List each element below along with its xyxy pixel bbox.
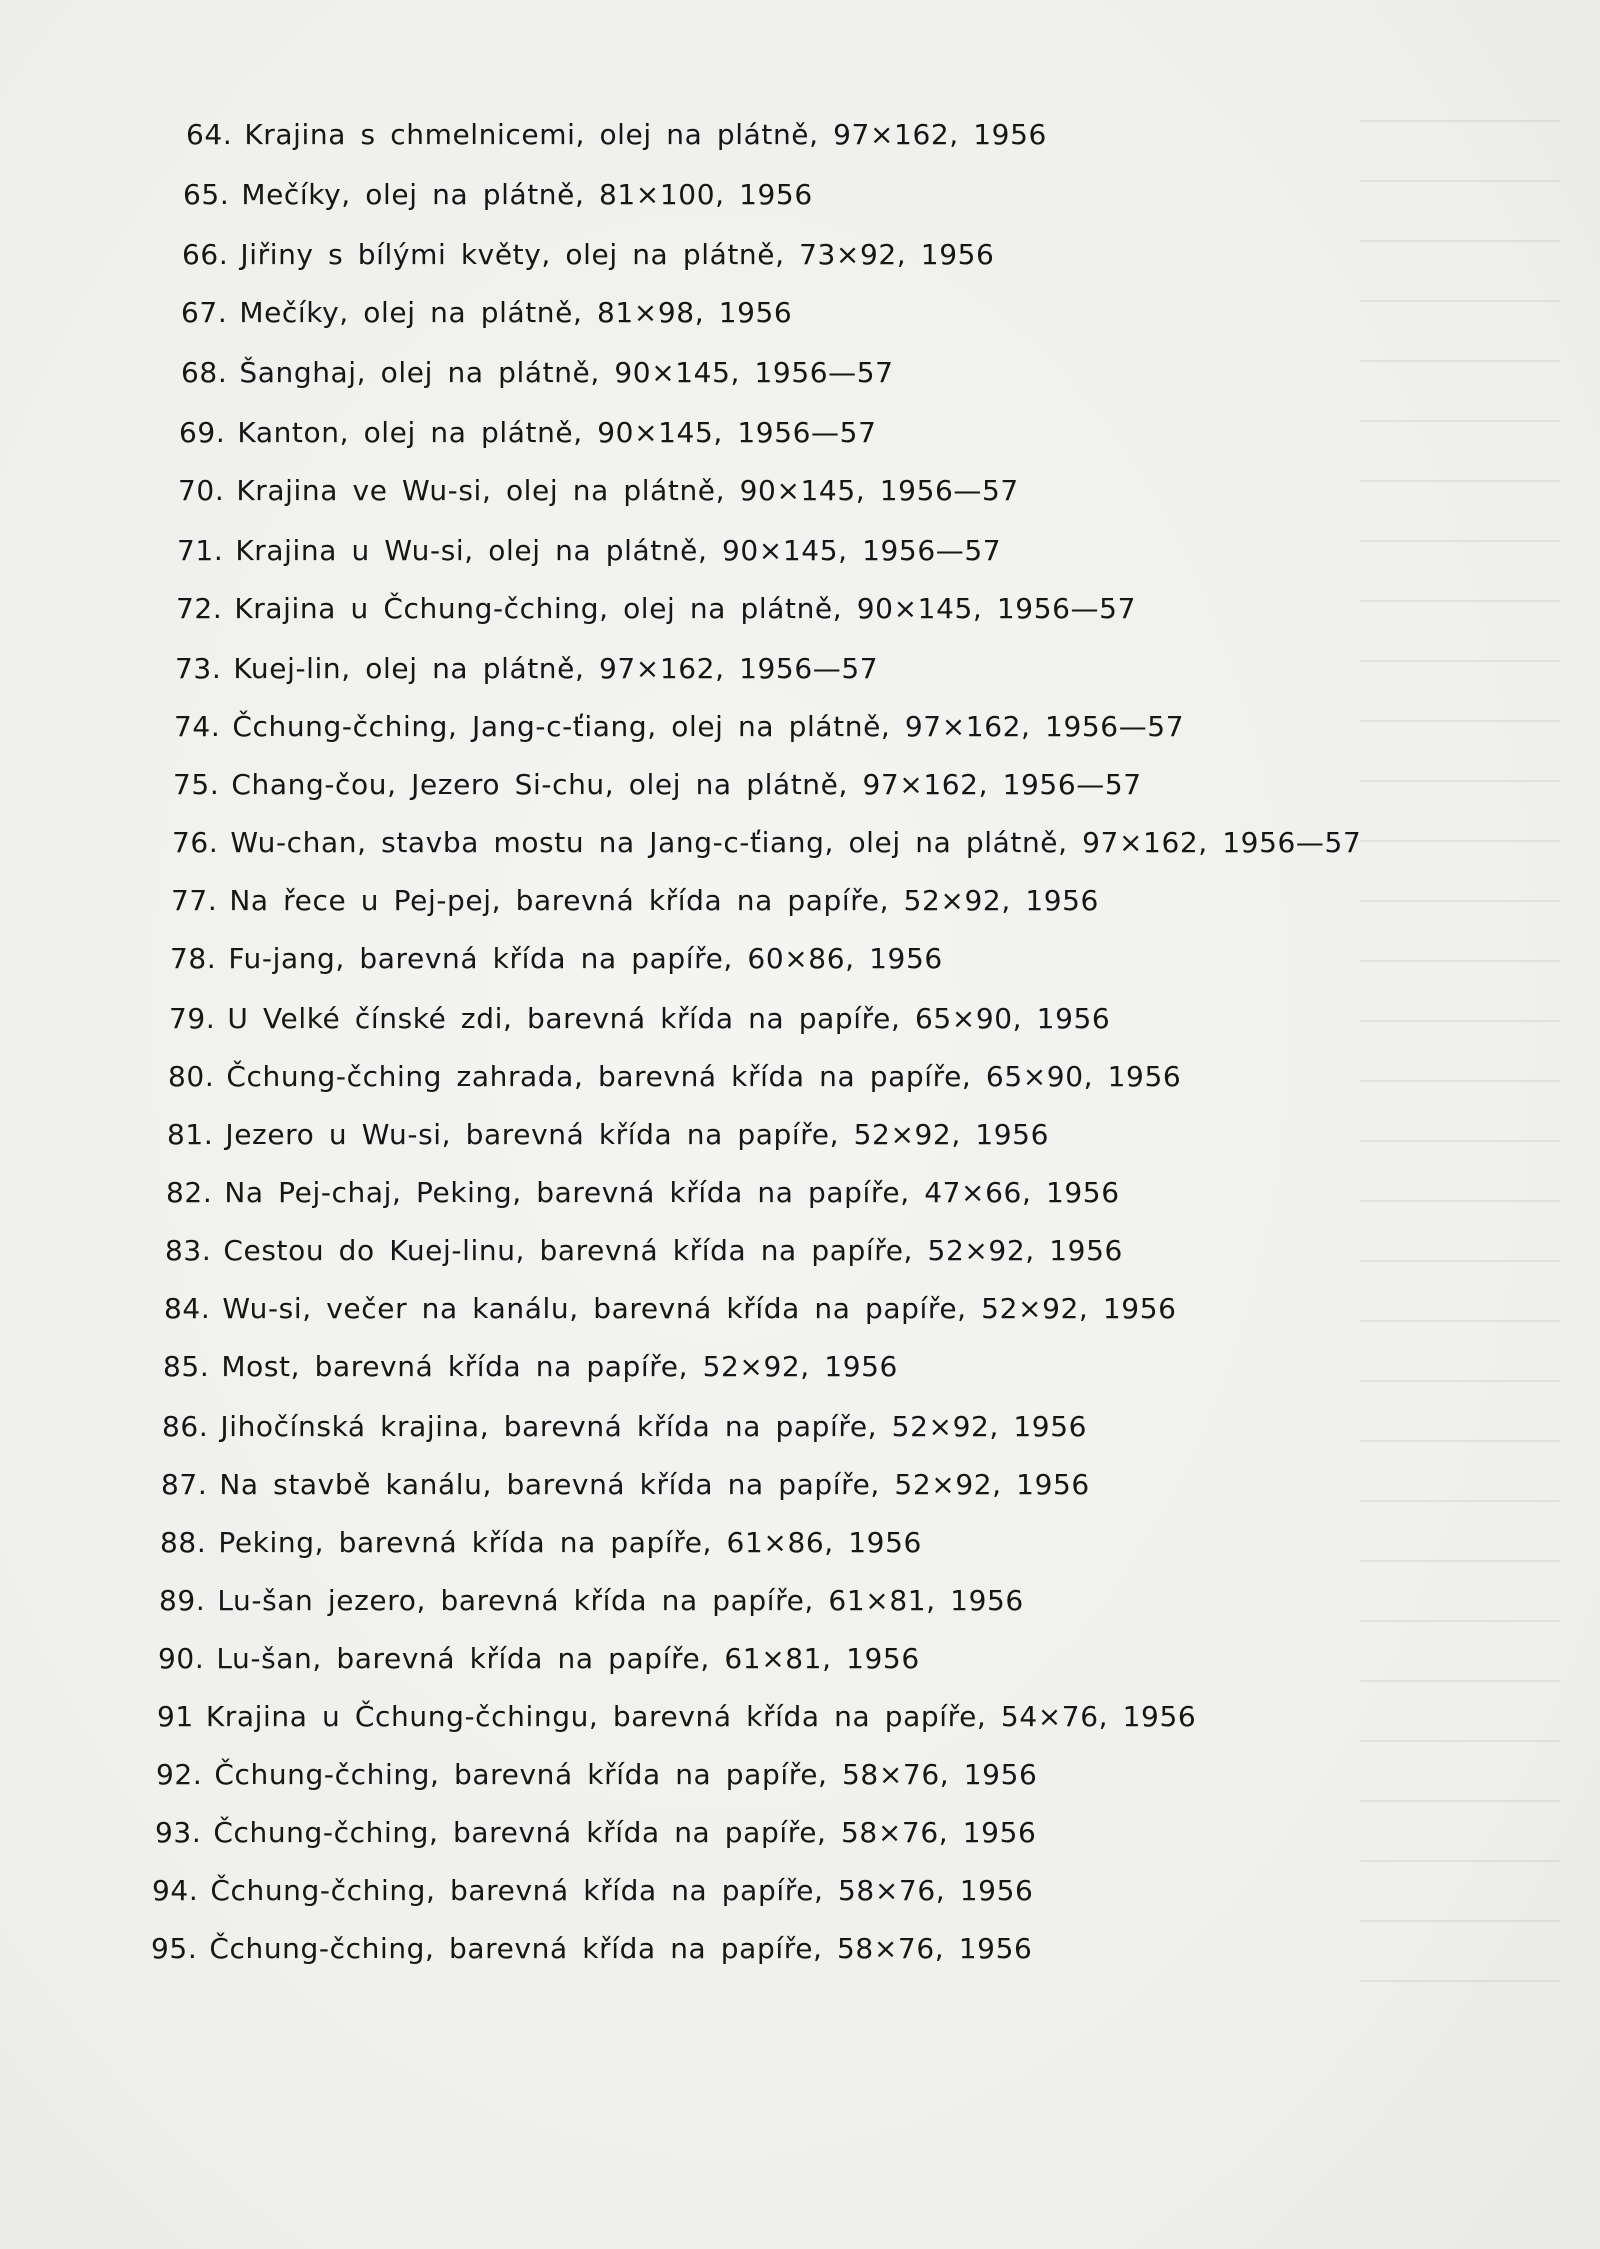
entry-number: 67.: [181, 296, 228, 329]
catalog-entry: [169, 1002, 1110, 1036]
entry-text: Čchung-čching zahrada, barevná křída na papíře, 65×90, 1956: [226, 1060, 1182, 1093]
catalog-entry: [182, 238, 994, 272]
entry-number: 95.: [151, 1932, 198, 1965]
entry-text: Krajina u Wu-si, olej na plátně, 90×145, 1956—57: [235, 534, 1002, 567]
catalog-entry: [164, 1292, 1177, 1326]
catalog-entry: [181, 296, 792, 330]
entry-number: 84.: [164, 1292, 211, 1325]
entry-text: Chang-čou, Jezero Si-chu, olej na plátně, 97×162, 1956—57: [231, 768, 1142, 801]
entry-text: Na Pej-chaj, Peking, barevná křída na papíře, 47×66, 1956: [224, 1176, 1120, 1209]
entry-number: 72.: [176, 592, 223, 625]
catalog-entry: [168, 1060, 1181, 1094]
catalog-entry: [158, 1642, 920, 1676]
catalog-entry: [170, 942, 943, 976]
catalog-entry: [176, 592, 1136, 626]
entry-number: 79.: [169, 1002, 216, 1035]
catalog-entry: [165, 1234, 1123, 1268]
entry-text: Na stavbě kanálu, barevná křída na papíře, 52×92, 1956: [219, 1468, 1090, 1501]
catalog-entry: [162, 1410, 1087, 1444]
entry-number: 93.: [155, 1816, 202, 1849]
catalog-entry: [167, 1118, 1049, 1152]
catalog-entry: [159, 1584, 1024, 1618]
catalog-entry: [160, 1526, 922, 1560]
entry-text: Čchung-čching, barevná křída na papíře, 58×76, 1956: [210, 1874, 1034, 1907]
catalog-entry: [181, 356, 894, 390]
entry-text: Čchung-čching, barevná křída na papíře, 58×76, 1956: [214, 1758, 1038, 1791]
entry-number: 78.: [170, 942, 217, 975]
entry-number: 75.: [173, 768, 220, 801]
entry-number: 83.: [165, 1234, 212, 1267]
entry-text: Wu-chan, stavba mostu na Jang-c-ťiang, olej na plátně, 97×162, 1956—57: [230, 826, 1362, 859]
catalog-entry: [161, 1468, 1090, 1502]
entry-text: Krajina s chmelnicemi, olej na plátně, 97×162, 1956: [244, 118, 1047, 151]
entry-text: Mečíky, olej na plátně, 81×98, 1956: [239, 296, 793, 329]
entry-number: 89.: [159, 1584, 206, 1617]
catalog-entry: [166, 1176, 1120, 1210]
entry-text: Šanghaj, olej na plátně, 90×145, 1956—57: [239, 356, 894, 389]
entry-number: 70.: [178, 474, 225, 507]
catalog-entry: [152, 1874, 1033, 1908]
entry-number: 69.: [179, 416, 226, 449]
catalog-entry: [156, 1758, 1037, 1792]
entry-text: Kanton, olej na plátně, 90×145, 1956—57: [237, 416, 877, 449]
catalog-entry: [151, 1932, 1032, 1966]
entry-number: 86.: [162, 1410, 209, 1443]
entry-text: Čchung-čching, barevná křída na papíře, 58×76, 1956: [209, 1932, 1033, 1965]
entry-number: 81.: [167, 1118, 214, 1151]
entry-text: Mečíky, olej na plátně, 81×100, 1956: [241, 178, 813, 211]
entry-number: 92.: [156, 1758, 203, 1791]
entry-text: Krajina u Čchung-čching, olej na plátně, 90×145, 1956—57: [234, 592, 1136, 625]
entry-text: Cestou do Kuej-linu, barevná křída na papíře, 52×92, 1956: [223, 1234, 1123, 1267]
catalog-entry: [155, 1816, 1036, 1850]
entry-number: 90.: [158, 1642, 205, 1675]
entry-text: Most, barevná křída na papíře, 52×92, 1956: [221, 1350, 898, 1383]
entry-number: 64.: [186, 118, 233, 151]
entry-number: 91: [157, 1700, 194, 1733]
catalog-entry: [175, 652, 878, 686]
entry-text: Jezero u Wu-si, barevná křída na papíře, 52×92, 1956: [225, 1118, 1049, 1151]
entry-number: 94.: [152, 1874, 199, 1907]
entry-text: Na řece u Pej-pej, barevná křída na papíře, 52×92, 1956: [229, 884, 1099, 917]
entry-number: 88.: [160, 1526, 207, 1559]
entry-number: 85.: [163, 1350, 210, 1383]
entry-text: Čchung-čching, barevná křída na papíře, 58×76, 1956: [213, 1816, 1037, 1849]
catalog-entry: [174, 710, 1184, 744]
entry-text: Fu-jang, barevná křída na papíře, 60×86, 1956: [228, 942, 943, 975]
entry-text: U Velké čínské zdi, barevná křída na papíře, 65×90, 1956: [227, 1002, 1111, 1035]
catalog-entry: [171, 884, 1099, 918]
entry-number: 73.: [175, 652, 222, 685]
entry-number: 87.: [161, 1468, 208, 1501]
entry-text: Peking, barevná křída na papíře, 61×86, 1956: [218, 1526, 922, 1559]
entry-text: Krajina u Čchung-čchingu, barevná křída na papíře, 54×76, 1956: [205, 1700, 1197, 1733]
entry-text: Čchung-čching, Jang-c-ťiang, olej na plátně, 97×162, 1956—57: [232, 710, 1185, 743]
entry-number: 76.: [172, 826, 219, 859]
entry-text: Lu-šan jezero, barevná křída na papíře, 61×81, 1956: [217, 1584, 1024, 1617]
entry-number: 82.: [166, 1176, 213, 1209]
entry-text: Krajina ve Wu-si, olej na plátně, 90×145, 1956—57: [236, 474, 1019, 507]
entry-text: Wu-si, večer na kanálu, barevná křída na papíře, 52×92, 1956: [222, 1292, 1177, 1325]
entry-text: Jiřiny s bílými květy, olej na plátně, 73×92, 1956: [240, 238, 995, 271]
entry-number: 77.: [171, 884, 218, 917]
catalog-entry: [163, 1350, 898, 1384]
catalog-entry: [157, 1700, 1196, 1734]
catalog-entry: [179, 416, 876, 450]
entry-number: 68.: [181, 356, 228, 389]
catalog-entry: [172, 826, 1361, 860]
entry-number: 71.: [177, 534, 224, 567]
entry-number: 65.: [183, 178, 230, 211]
entry-number: 74.: [174, 710, 221, 743]
entry-text: Jihočínská krajina, barevná křída na papíře, 52×92, 1956: [220, 1410, 1088, 1443]
catalog-entry: [173, 768, 1142, 802]
catalog-entry: [178, 474, 1019, 508]
catalog-entry: [186, 118, 1047, 152]
entry-text: Kuej-lin, olej na plátně, 97×162, 1956—57: [233, 652, 879, 685]
entry-number: 66.: [182, 238, 229, 271]
entry-text: Lu-šan, barevná křída na papíře, 61×81, 1956: [216, 1642, 920, 1675]
entry-number: 80.: [168, 1060, 215, 1093]
catalog-entry: [177, 534, 1001, 568]
catalog-entry: [183, 178, 813, 212]
